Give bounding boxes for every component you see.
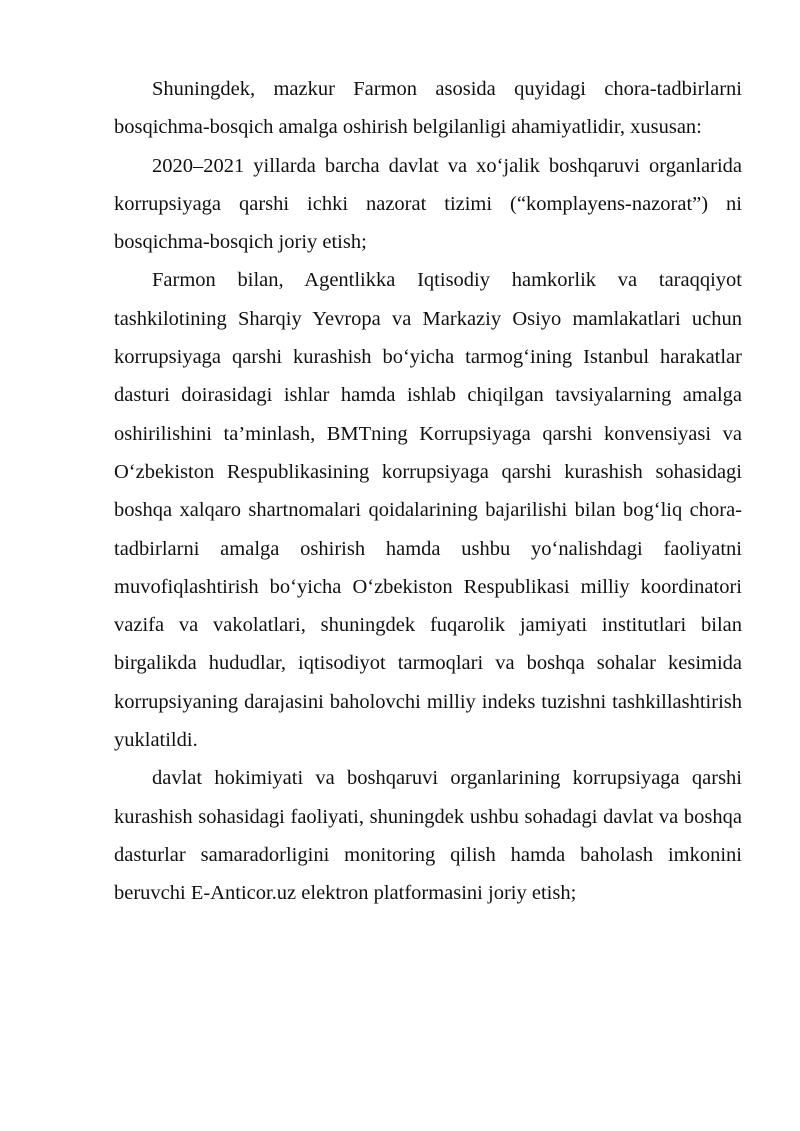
paragraph-intro: Shuningdek, mazkur Farmon asosida quyidagi chora-tadbirlarni bosqichma-bosqich amalga oshirish belgilanligi ahamiyatlidir, xususan: bbox=[114, 78, 742, 139]
document-page bbox=[114, 70, 742, 913]
paragraph-agency-tasks: Farmon bilan, Agentlikka Iqtisodiy hamkorlik va taraqqiyot tashkilotining Sharqiy Yevropa va Markaziy Osiyo mamlakatlari uchun korrupsiyaga qarshi kurashish bo‘yicha tarmog‘ining Istanbul harakatlar dasturi doirasidagi ishlar hamda ishlab chiqilgan tavsiyalarning amalga oshirilishini ta’minlash, BMTning Korrupsiyaga qarshi konvensiyasi va O‘zbekiston Respublikasining korrupsiyaga qarshi kurashish sohasidagi boshqa xalqaro shartnomalari qoidalarining bajarilishi bilan bog‘liq chora-tadbirlarni amalga oshirish hamda ushbu yo‘nalishdagi faoliyatni muvofiqlashtirish bo‘yicha O‘zbekiston Respublikasi milliy koordinatori vazifa va vakolatlari, shuningdek fuqarolik jamiyati institutlari bilan birgalikda hududlar, iqtisodiyot tarmoqlari va boshqa sohalar kesimida korrupsiyaning darajasini baholovchi milliy indeks tuzishni tashkillashtirish yuklatildi. bbox=[114, 269, 742, 752]
paragraph-compliance: 2020–2021 yillarda barcha davlat va xo‘jalik boshqaruvi organlarida korrupsiyaga qarshi ichki nazorat tizimi (“komplayens-nazorat”) ni bosqichma-bosqich joriy etish; bbox=[114, 154, 742, 254]
paragraph-e-anticor: davlat hokimiyati va boshqaruvi organlarining korrupsiyaga qarshi kurashish sohasidagi faoliyati, shuningdek ushbu sohadagi davlat va boshqa dasturlar samaradorligini monitoring qilish hamda baholash imkonini beruvchi E-Anticor.uz elektron platformasini joriy etish; bbox=[114, 767, 742, 905]
